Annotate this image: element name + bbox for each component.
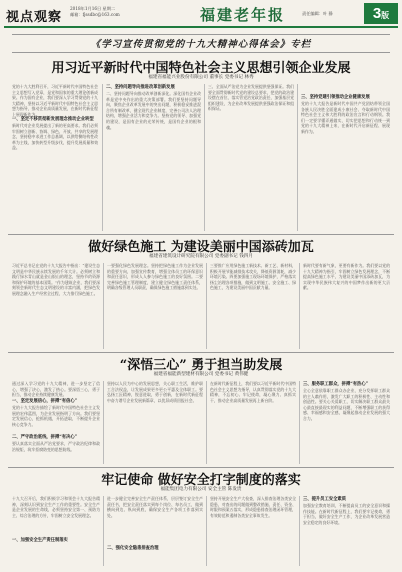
issue-date: 2018年1月16日 星期二 — [70, 6, 116, 11]
article3-col1c: 要认真落实全面从严治党要求，严守政治纪律和政治规矩，筑牢拒腐防变的思想防线。 — [12, 441, 100, 452]
column-divider — [297, 84, 298, 231]
article3-headline: “深悟三心” 勇于担当助发展 — [119, 358, 283, 373]
column-divider — [204, 84, 205, 231]
column-name: 视点观察 — [6, 10, 63, 25]
column-divider — [102, 84, 103, 231]
column-banner — [12, 34, 390, 53]
column-divider — [206, 263, 207, 349]
article1-col3: 三、全面从严治党为企业发展提供坚强保证。我们要全面贯彻新时代党的建设总要求，把党的政治建设摆在首位，落实管党治党政治责任，加强基层党组织建设，为企业改革发展提供坚强政治保证和组织保证。 — [208, 84, 294, 112]
column-divider — [299, 381, 300, 464]
article3-col2: 坚持以人民为中心的发展思想，关心职工生活，维护职工合法权益，让发展成果更多更公平惠及全体职工。要弘扬工匠精神，锐意进取，勇于创新，在新时代新征程中奋力谱写企业发展新篇章，以优异成绩回报社会。 — [107, 381, 203, 403]
page-number: 3 — [372, 5, 382, 22]
column-divider — [103, 496, 104, 566]
article4-byline: 福能集团电力有限公司 安全主管 陈发贵 — [160, 487, 242, 492]
page-suffix: 版 — [381, 11, 390, 20]
header-rule — [4, 26, 398, 28]
article3-col1: 通过深入学习党的十九大精神，进一步坚定了信心，增强了决心，激发了热心。要深悟三心，勇于担当，推动企业持续健康发展。 — [12, 381, 100, 398]
editor-line: 责任编辑：叶 静 — [302, 11, 333, 16]
article3-byline: 福建省福能新型建材有限公司 党委书记 黄伟健 — [153, 372, 249, 377]
article3-section1: 一、坚定发展信心，拼搏“有信心” — [12, 399, 78, 404]
page-number-badge — [364, 3, 398, 24]
article3-section2: 二、严守政治底线，拼搏“有决心” — [12, 435, 78, 440]
article1-col1b: 新时代对企业发展提出了新的更高要求。我们必须牢固树立创新、协调、绿色、开放、共享的发展理念，坚持稳中求进工作总基调，以供给侧结构性改革为主线，加快转型升级步伐，提升发展质量和效益。 — [12, 123, 98, 151]
article3-col3: 在新时代新征程上，我们要以习近平新时代中国特色社会主义思想为指导，认真贯彻落实党的十九大精神，不忘初心、牢记使命，凝心聚力、真抓实干，推动企业高质量发展再上新台阶。 — [210, 381, 296, 403]
article2-col4: 新时代要有新气象，更要有新作为。我们要以党的十九大精神为指引，牢固树立绿色发展理念，不断提高绿色施工水平，为建设美丽中国添砖加瓦，为实现中华民族伟大复兴的中国梦作出新的更大贡献。 — [303, 263, 390, 291]
column-divider — [206, 496, 207, 566]
article2-byline: 福建省建筑设计研究院有限公司 党委副书记 钱四月 — [149, 254, 253, 259]
section-rule — [8, 234, 394, 235]
article2-headline: 做好绿色施工 为建设美丽中国添砖加瓦 — [88, 240, 314, 255]
article4-col3: 坚持开展安全生产大检查，深入排查治理各类安全隐患，对查出的问题做到整改措施、责任、资金、时限和预案五落实，形成隐患排查治理闭环管理，有效防范和遏制各类安全事故发生。 — [210, 496, 296, 518]
masthead: 福建老年报 — [200, 6, 286, 24]
article2-col1: 习近平总书记在党的十九大报告中指出：“建设生态文明是中华民族永续发展的千年大计。必须树立和践行绿水青山就是金山银山的理念，坚持节约资源和保护环境的基本国策。”作为建筑企业，我们要深刻领会新时代生态文明建设的丰富内涵，把绿色发展理念融入生产经营全过程，大力推行绿色施工。 — [12, 263, 100, 296]
column-divider — [299, 496, 300, 566]
article4-section2: 二、强化安全隐患排查治理 — [107, 546, 159, 551]
column-divider — [206, 381, 207, 464]
article2-col2: 一要强化绿色发展理念。坚持把绿色施工作为企业发展的重要方向，加强宣传教育，增强全体员工的环保意识和责任意识，形成人人参与绿色施工的良好氛围。二要完善绿色施工管理制度，建立健全绿色施工责任体系，明确各级管理人员职责，确保绿色施工措施落到实处。 — [107, 263, 203, 291]
article1-col2: 二、坚持问题导向推动改革创新深化。深化国有企业改革是党中央作出的重大决策部署。我们要坚持问题导向，聚焦企业改革发展中的突出问题，积极稳妥推进混合所有制改革，健全现代企业制度，完善公司法人治理结构，增强企业活力和竞争力。坚持党的领导、加强党的建设，是国有企业的光荣传统，是国有企业的根和魂。 — [106, 91, 201, 130]
article3-col4: 全心全意依靠职工群众办企业，充分发挥职工群众的主人翁作用，激发广大职工的积极性、主动性和创造性。要关心关爱职工，切实解决职工群众最关心最直接最现实的利益问题，不断增强职工的获得感、幸福感和安全感，凝聚起推动企业发展的强大合力。 — [303, 388, 390, 421]
article4-section3: 三、提升员工安全素质 — [303, 497, 346, 502]
article1-col1: 党的十九大胜利召开，习近平新时代中国特色社会主义思想写入党章，是党和国家的重大理论创新成果。作为国有企业，我们要深入学习贯彻党的十九大精神，坚持以习近平新时代中国特色社会主义思想为指导，推动企业高质量发展，在新时代新征程上展现新作为。 — [12, 84, 98, 117]
article3-section3: 三、服务职工群众，拼搏“有热心” — [303, 382, 369, 387]
issue-email: 邮箱：fjssdbc@163.com — [70, 12, 120, 17]
page-header — [0, 0, 402, 28]
article1-headline: 用习近平新时代中国特色社会主义思想引领企业发展 — [51, 61, 351, 76]
article4-col4: 加强安全教育培训，不断提高员工的安全意识和操作技能。在新时代新征程上，我们要牢记使命，勇于担当，做好安全生产工作，为企业改革发展营造安全稳定的良好环境。 — [303, 503, 390, 525]
article1-col4: 党的十九大报告是新时代中国共产党团结带领全国各族人民决胜全面建成小康社会、夺取新时代中国特色社会主义伟大胜利的政治宣言和行动纲领。我们一定要学懂弄通做实，切实把思想和行动统一到党的十九大精神上来，在新时代开启新征程、展现新作为。 — [301, 101, 390, 134]
section-rule — [8, 467, 394, 468]
banner-title: 《学习宣传贯彻党的十九大精神心得体会》专栏 — [90, 39, 312, 50]
article3-col1b: 党的十九大报告描绘了新时代中国特色社会主义发展的宏伟蓝图，为企业发展指明了方向。我们要坚定发展信心，抢抓机遇，开拓进取，不断提升企业核心竞争力。 — [12, 405, 100, 427]
issue-info — [70, 6, 120, 18]
article1-section1: 一、坚定不移贯彻新发展理念推动企业转型 — [12, 117, 94, 122]
article4-section1: 一、加强安全生产责任制落实 — [12, 538, 68, 543]
article1-byline: 福建省福能兴业股份有限公司 董事长 党委书记 林秀 — [148, 75, 254, 80]
column-divider — [299, 263, 300, 349]
article4-headline: 牢记使命 做好安全打字制度的落实 — [101, 473, 301, 488]
article4-col1: 十九大召开后，我们积极学习和领会十九大报告精神，深刻认识到安全生产工作的重要性。安全生产是企业发展的生命线，必须坚持安全第一、预防为主、综合治理的方针，牢固树立安全发展理念。 — [12, 496, 100, 518]
article1-section2: 二、坚持问题导向推进改革创新发展 — [106, 85, 175, 90]
article2-col3: 三要推广应用绿色施工新技术、新工艺、新材料，积极开展节能减排技术攻关，降低资源消耗，减少环境污染。四要加强施工现场环境保护，严格落实扬尘治理各项措施，做到文明施工、安全施工、绿色施工，为建设美丽中国贡献力量。 — [210, 263, 296, 291]
article4-col2: 进一步健全完善安全生产责任体系，层层签订安全生产责任书，把安全责任落实到每个岗位、每名员工，做到横向到边、纵向到底，确保安全生产各项工作落到实处。 — [107, 496, 203, 518]
column-divider — [103, 263, 104, 349]
column-divider — [103, 381, 104, 464]
section-rule — [8, 352, 394, 353]
article1-section3: 三、坚持党建引领推动企业健康发展 — [301, 95, 370, 100]
